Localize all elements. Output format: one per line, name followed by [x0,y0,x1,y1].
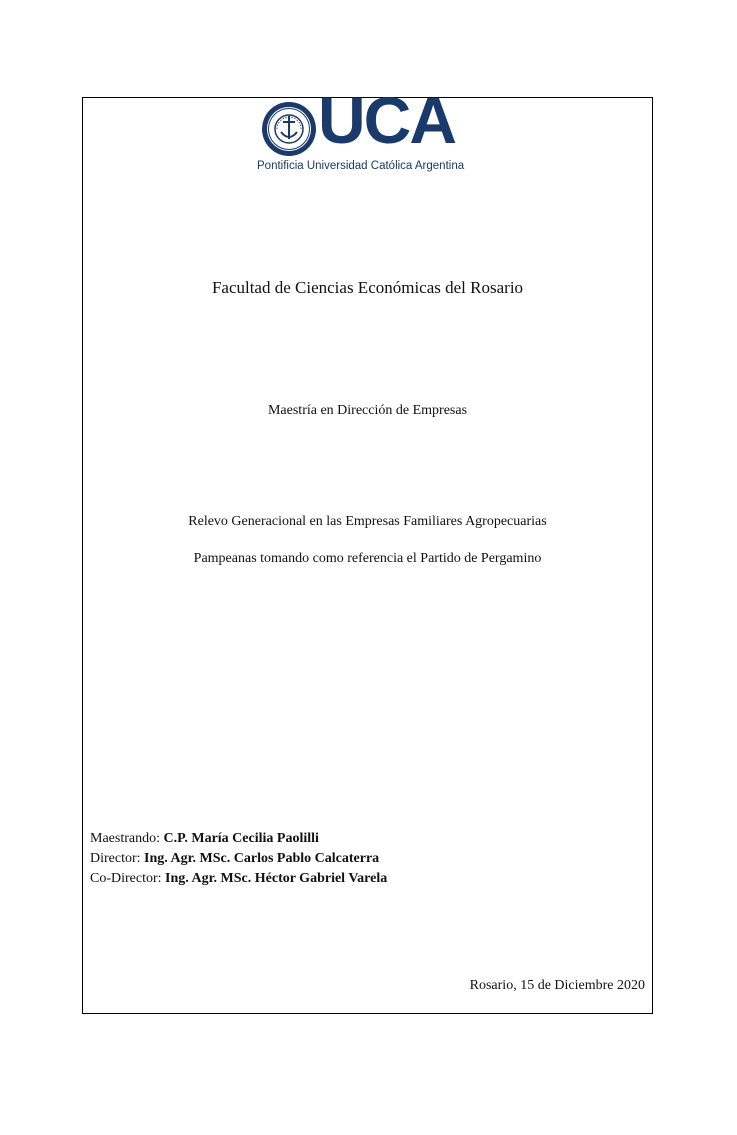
credit-name: Ing. Agr. MSc. Carlos Pablo Calcaterra [144,851,380,866]
thesis-title-line-2: Pampeanas tomando como referencia el Partido de Pergamino [193,551,542,566]
logo-subtitle: Pontificia Universidad Católica Argentina [257,160,465,172]
logo-wordmark: UCA [318,83,455,157]
thesis-title-line-1: Relevo Generacional en las Empresas Familiares Agropecuarias [188,514,547,529]
degree-name: Maestría en Dirección de Empresas [267,403,468,418]
uca-logo [257,83,477,175]
credit-director [90,849,387,869]
credit-co-director [90,869,387,889]
page-frame [82,83,653,1014]
credit-role: Maestrando: [90,831,164,846]
university-seal-icon [261,101,317,157]
faculty-name: Facultad de Ciencias Económicas del Rosario [211,278,524,297]
credit-role: Co-Director: [90,871,166,886]
credit-role: Director: [90,851,145,866]
credits-block [90,829,387,889]
credit-name: Ing. Agr. MSc. Héctor Gabriel Varela [165,871,388,886]
credit-student [90,829,387,849]
place-and-date: Rosario, 15 de Diciembre 2020 [469,978,645,993]
credit-name: C.P. María Cecilia Paolilli [163,831,319,846]
